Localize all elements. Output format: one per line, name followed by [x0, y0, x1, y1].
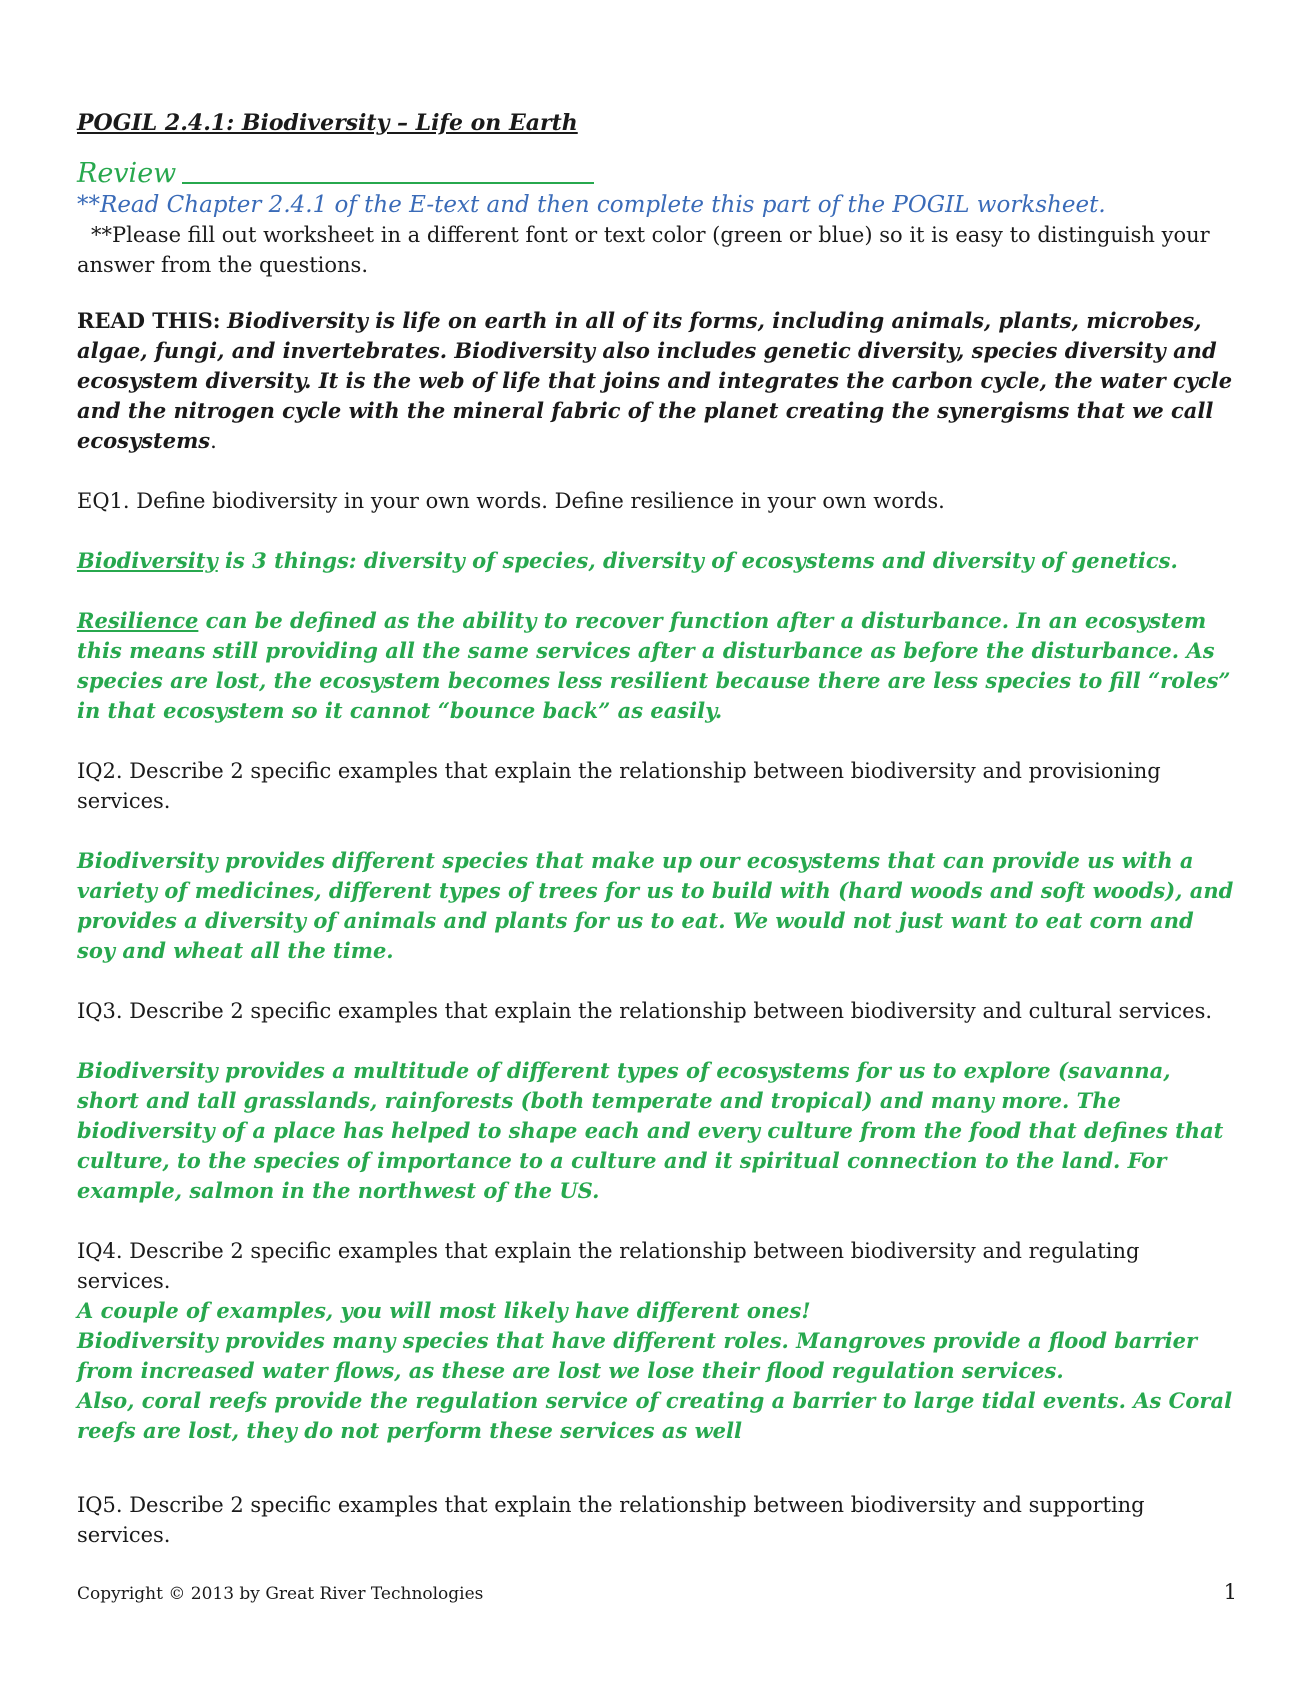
spacer — [77, 1446, 1237, 1490]
eq1-biodiversity-answer — [77, 546, 1237, 576]
iq3-question: IQ3. Describe 2 specific examples that explain the relationship between biodiversity and cultural services. — [77, 999, 1213, 1023]
biodiversity-definition: is 3 things: diversity of species, diversity of ecosystems and diversity of genetics. — [217, 548, 1178, 573]
resilience-term: Resilience — [77, 608, 199, 633]
read-this-text: Biodiversity is life on earth in all of its forms, including animals, plants, microbes, algae, fungi, and invertebrates. Biodiversity also includes genetic diversity, species diversity and ecosystem diversity. It is the web of life that joins and integrates the carbon cycle, the water cycle and the nitrogen cycle with the mineral fabric of the planet creating the synergisms that we call ecosystems — [77, 308, 1233, 453]
eq1-resilience-answer — [77, 606, 1237, 726]
read-this-label: READ THIS: — [77, 308, 221, 333]
worksheet-content — [77, 110, 1237, 1550]
resilience-definition: can be defined as the ability to recover function after a disturbance. In an ecosystem this means still providing all the same services after a disturbance as before the disturbance. As species are lost, the ecosystem becomes less resilient because there are less species to fill “roles” in that ecosystem so it cannot “bounce back” as easily. — [77, 608, 1231, 723]
page-footer — [77, 1580, 1237, 1604]
read-this-end: . — [210, 429, 217, 453]
page-title: POGIL 2.4.1: Biodiversity – Life on Earth — [77, 110, 578, 136]
fill-out-instruction: **Please fill out worksheet in a different font or text color (green or blue) so it is easy to distinguish your answer from the questions. — [77, 223, 1210, 277]
iq5-question: IQ5. Describe 2 specific examples that explain the relationship between biodiversity and supporting services. — [77, 1493, 1145, 1547]
iq2-answer: Biodiversity provides different species that make up our ecosystems that can provide us with a variety of medicines, different types of trees for us to build with (hard woods and soft woods), and provides a diversity of animals and plants for us to eat. We would not just want to eat corn and soy and wheat all the time. — [77, 848, 1234, 963]
review-label: Review — [77, 158, 177, 189]
review-underline — [182, 182, 594, 184]
iq4-answer-line-2: Biodiversity provides many species that have different roles. Mangroves provide a flood barrier from increased water flows, as these are lost we lose their flood regulation services. — [77, 1328, 1198, 1383]
iq3-answer: Biodiversity provides a multitude of different types of ecosystems for us to explore (savanna, short and tall grasslands, rainforests (both temperate and tropical) and many more. The biodiversity of a place has helped to shape each and every culture from the food that defines that culture, to the species of importance to a culture and it spiritual connection to the land. For example, salmon in the northwest of the US. — [77, 1058, 1224, 1203]
eq1-question: EQ1. Define biodiversity in your own words. Define resilience in your own words. — [77, 489, 945, 513]
iq4-answer-line-3: Also, coral reefs provide the regulation service of creating a barrier to large tidal events. As Coral reefs are lost, they do not perform these services as well — [77, 1388, 1233, 1443]
iq4-question: IQ4. Describe 2 specific examples that explain the relationship between biodiversity and regulating services. — [77, 1239, 1140, 1293]
read-this-paragraph — [77, 306, 1237, 456]
page-number: 1 — [1223, 1580, 1237, 1604]
iq4-answer-line-1: A couple of examples, you will most likely have different ones! — [77, 1298, 811, 1323]
review-heading — [77, 158, 1237, 190]
iq2-question: IQ2. Describe 2 specific examples that explain the relationship between biodiversity and provisioning services. — [77, 759, 1161, 813]
read-chapter-instruction: **Read Chapter 2.4.1 of the E-text and then complete this part of the POGIL worksheet. — [77, 192, 1106, 218]
copyright-notice: Copyright © 2013 by Great River Technologies — [77, 1584, 484, 1604]
biodiversity-term: Biodiversity — [77, 548, 218, 573]
